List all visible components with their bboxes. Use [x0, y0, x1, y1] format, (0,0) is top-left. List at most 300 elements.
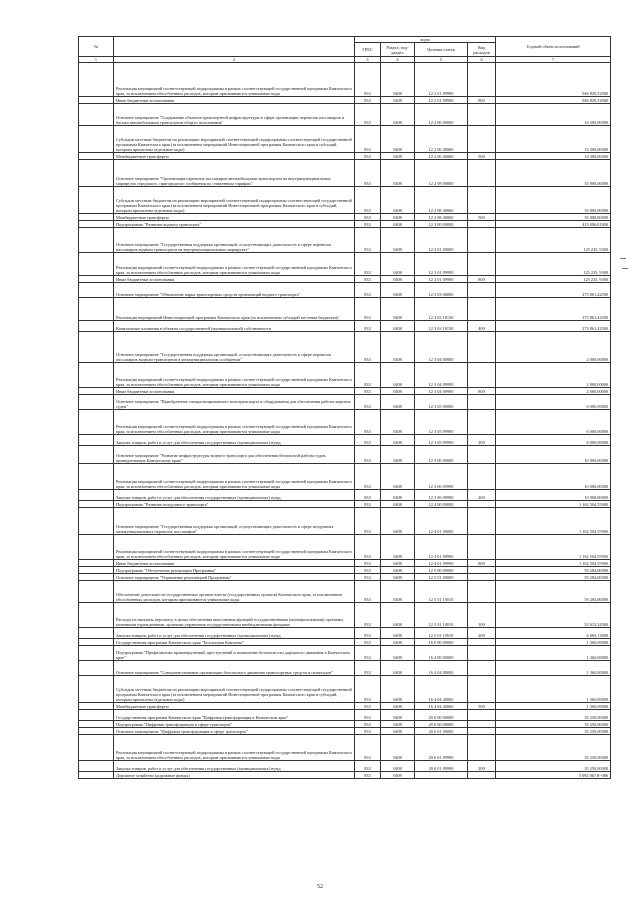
row-exp-type [468, 446, 496, 464]
row-name: Реализация мероприятий соответствующей подпрограммы в рамках соответствующей государственной программы Камчатского края, за исключением обособленных расходов, которым присваиваются уникальные коды [114, 253, 355, 276]
row-exp-type [468, 735, 496, 761]
row-target: 16 4 04 40060 [415, 703, 468, 710]
row-target: 12 3 00 00000 [415, 221, 468, 228]
row-grbs: 833 [355, 63, 381, 97]
row-section: 0408 [381, 153, 415, 160]
row-grbs: 833 [355, 508, 381, 535]
row-target: 12 3 03 00000 [415, 283, 468, 298]
row-number [79, 363, 114, 388]
row-target: 12 4 01 09990 [415, 535, 468, 560]
row-section: 0408 [381, 253, 415, 276]
row-name: Основное мероприятие "Содержание объектов транспортной инфраструктуры в сфере организации перевозок пассажиров и багажа автомобильным транспортом общего пользования" [114, 104, 355, 126]
row-name: Основное мероприятие "Цифровая трансформация в сфере транспорта" [114, 728, 355, 735]
row-amount: 273 861,42500 [496, 321, 611, 332]
row-amount: 125 235, 9300 [496, 276, 611, 283]
column-number: 4 [381, 57, 415, 63]
row-section: 0408 [381, 276, 415, 283]
table-row [79, 501, 611, 508]
row-number [79, 661, 114, 676]
row-section: 0408 [381, 676, 415, 703]
header-target: Целевая статья [415, 43, 468, 57]
row-amount: 1 162 504,55900 [496, 501, 611, 508]
row-section: 0408 [381, 501, 415, 508]
table-row [79, 160, 611, 187]
row-amount: 1 360,00000 [496, 703, 611, 710]
row-target: 12 3 03 10130 [415, 321, 468, 332]
row-target: 20 0 00 00000 [415, 710, 468, 721]
header-section: Раздел, под-раздел [381, 43, 415, 57]
row-grbs: 833 [355, 187, 381, 214]
row-exp-type [468, 363, 496, 388]
row-exp-type [468, 126, 496, 153]
table-row [79, 772, 611, 779]
row-name: Основное мероприятие "Обновление парка транспортных средств организаций водного транспорта" [114, 283, 355, 298]
row-name: Реализация мероприятий соответствующей подпрограммы в рамках соответствующей государственной программы Камчатского края, за исключением обособленных расходов, которым присваиваются уникальные коды [114, 63, 355, 97]
table-row [79, 221, 611, 228]
row-grbs: 833 [355, 501, 381, 508]
row-exp-type [468, 661, 496, 676]
row-exp-type [468, 501, 496, 508]
table-row [79, 104, 611, 126]
row-number [79, 761, 114, 772]
row-number [79, 676, 114, 703]
row-amount: 6 669,13000 [496, 628, 611, 639]
row-number [79, 501, 114, 508]
row-number [79, 574, 114, 581]
row-section: 0408 [381, 581, 415, 603]
row-name: Реализация мероприятий соответствующей подпрограммы в рамках соответствующей государственной программы Камчатского края, за исключением обособленных расходов, которым присваиваются уникальные коды [114, 735, 355, 761]
row-name: Субсидии местным бюджетам на реализацию мероприятий соответствующей подпрограммы соответствующей государственной программы Камчатского края (за исключением мероприятий Инвестиционной программы Камчатского края и субсидий, которым присвоены отдельные коды) [114, 676, 355, 703]
row-name: Реализация мероприятий соответствующей подпрограммы в рамках соответствующей государственной программы Камчатского края, за исключением обособленных расходов, которым присваиваются уникальные коды [114, 363, 355, 388]
table-row [79, 761, 611, 772]
row-name: Реализация мероприятий Инвестиционной программы Камчатского края (за исключением субсидий местным бюджетам) [114, 298, 355, 321]
row-section: 0408 [381, 603, 415, 628]
row-number [79, 435, 114, 446]
table-row [79, 603, 611, 628]
row-name: Закупка товаров, работ и услуг для обеспечения государственных (муниципальных) нужд [114, 435, 355, 446]
row-number [79, 728, 114, 735]
table-row [79, 639, 611, 646]
row-name: Иные бюджетные ассигнования [114, 97, 355, 104]
table-row [79, 535, 611, 560]
row-section: 0408 [381, 214, 415, 221]
row-section: 0408 [381, 104, 415, 126]
table-row [79, 508, 611, 535]
table-row [79, 187, 611, 214]
table-row [79, 276, 611, 283]
row-name: Закупка товаров, работ и услуг для обеспечения государственных (муниципальных) нужд [114, 628, 355, 639]
row-section: 0408 [381, 410, 415, 435]
row-exp-type [468, 160, 496, 187]
row-number [79, 464, 114, 490]
row-number [79, 388, 114, 395]
row-grbs: 833 [355, 603, 381, 628]
column-number: 7 [496, 57, 611, 63]
row-exp-type [468, 646, 496, 661]
row-grbs: 833 [355, 363, 381, 388]
row-number [79, 104, 114, 126]
row-target [415, 772, 468, 779]
row-amount: 2 000,00000 [496, 332, 611, 363]
row-target: 16 4 04 40060 [415, 676, 468, 703]
row-grbs: 833 [355, 298, 381, 321]
row-name: Закупка товаров, работ и услуг для обеспечения государственных (муниципальных) нужд [114, 761, 355, 772]
row-target: 12 3 01 09990 [415, 276, 468, 283]
row-section: 0408 [381, 363, 415, 388]
table-row [79, 388, 611, 395]
row-exp-type: 500 [468, 214, 496, 221]
row-target: 12 5 01 00000 [415, 574, 468, 581]
table-row [79, 446, 611, 464]
row-number [79, 253, 114, 276]
row-section: 0408 [381, 735, 415, 761]
row-target: 12 3 04 09990 [415, 363, 468, 388]
table-row [79, 63, 611, 97]
row-target: 12 2 06 40060 [415, 126, 468, 153]
row-target: 16 0 00 00000 [415, 639, 468, 646]
row-amount: 419 096,81800 [496, 221, 611, 228]
row-section: 0408 [381, 126, 415, 153]
row-name: Реализация мероприятий соответствующей подпрограммы в рамках соответствующей государственной программы Камчатского края, за исключением обособленных расходов, которым присваиваются уникальные коды [114, 464, 355, 490]
row-target: 12 5 01 10010 [415, 581, 468, 603]
row-name: Межбюджетные трансферты [114, 703, 355, 710]
header-codes: коды [355, 37, 496, 43]
row-amount: 35 000,00000 [496, 214, 611, 221]
row-grbs: 833 [355, 126, 381, 153]
table-row [79, 332, 611, 363]
row-grbs: 833 [355, 567, 381, 574]
row-target: 12 3 06 09990 [415, 464, 468, 490]
row-name: Государственная программа Камчатского края "Цифровая трансформация в Камчатском крае" [114, 710, 355, 721]
row-section: 0408 [381, 567, 415, 574]
table-row [79, 661, 611, 676]
row-target: 12 4 01 00000 [415, 508, 468, 535]
row-grbs: 833 [355, 581, 381, 603]
row-number [79, 298, 114, 321]
table-row [79, 721, 611, 728]
row-section: 0408 [381, 646, 415, 661]
header-num: № [79, 37, 114, 57]
row-grbs: 833 [355, 160, 381, 187]
row-number [79, 395, 114, 410]
row-exp-type [468, 221, 496, 228]
row-amount: 10 000,00000 [496, 464, 611, 490]
row-number [79, 710, 114, 721]
row-section: 0408 [381, 321, 415, 332]
row-target: 12 5 00 00000 [415, 567, 468, 574]
row-name: Реализация мероприятий соответствующей подпрограммы в рамках соответствующей государственной программы Камчатского края, за исключением обособленных расходов, которым присваиваются уникальные коды [114, 535, 355, 560]
row-target: 12 3 04 09990 [415, 388, 468, 395]
row-amount: 52 615,32000 [496, 603, 611, 628]
table-row [79, 153, 611, 160]
row-amount: 1 162 504,55900 [496, 535, 611, 560]
row-grbs: 833 [355, 221, 381, 228]
row-target: 20 6 01 00000 [415, 728, 468, 735]
row-section: 0408 [381, 490, 415, 501]
row-amount: 946 829,52900 [496, 97, 611, 104]
row-amount: 35 250,00000 [496, 735, 611, 761]
row-amount: 10 000,00000 [496, 446, 611, 464]
row-number [79, 283, 114, 298]
row-target: 12 2 08 40060 [415, 214, 468, 221]
row-section: 0408 [381, 639, 415, 646]
row-amount: 14 300,00000 [496, 126, 611, 153]
row-name: Основное мероприятие "Государственная поддержка организаций, осуществляющих деятельность в сфере перевозок пассажиров водным транспортом в межмуниципальном сообщении" [114, 332, 355, 363]
table-row [79, 490, 611, 501]
row-target: 12 5 01 10010 [415, 628, 468, 639]
row-amount: 2 000,00000 [496, 363, 611, 388]
header-grbs: ГРБС [355, 43, 381, 57]
row-exp-type [468, 581, 496, 603]
row-exp-type: 200 [468, 490, 496, 501]
row-grbs: 833 [355, 721, 381, 728]
row-target: 12 3 01 00000 [415, 228, 468, 253]
row-target: 12 3 03 10130 [415, 298, 468, 321]
row-grbs: 833 [355, 388, 381, 395]
row-amount: 946 829,52900 [496, 63, 611, 97]
row-amount: 125 235, 9300 [496, 228, 611, 253]
row-number [79, 735, 114, 761]
margin-mark [620, 258, 626, 259]
row-name: Межбюджетные трансферты [114, 214, 355, 221]
row-name: Дорожное хозяйство (дорожные фонды) [114, 772, 355, 779]
row-section: 0408 [381, 703, 415, 710]
row-grbs: 833 [355, 661, 381, 676]
header-exp-type: Вид расходов [468, 43, 496, 57]
row-exp-type [468, 772, 496, 779]
row-amount: 273 861,42500 [496, 283, 611, 298]
row-section: 0408 [381, 464, 415, 490]
row-name: Государственная программа Камчатского края "Безопасная Камчатка" [114, 639, 355, 646]
row-grbs: 833 [355, 104, 381, 126]
row-name: Основное мероприятие "Совершенствование организации безопасного движения транспортных средств и пешеходов" [114, 661, 355, 676]
row-grbs: 833 [355, 410, 381, 435]
table-row [79, 628, 611, 639]
row-number [79, 508, 114, 535]
row-number [79, 446, 114, 464]
row-number [79, 628, 114, 639]
row-exp-type [468, 508, 496, 535]
row-name: Основное мероприятие "Приобретение специализированного мототранспорта и оборудования для обеспечения работы морских судов" [114, 395, 355, 410]
row-name: Иные бюджетные ассигнования [114, 388, 355, 395]
table-row [79, 560, 611, 567]
row-target: 12 3 05 09990 [415, 410, 468, 435]
row-section: 0408 [381, 628, 415, 639]
table-row [79, 298, 611, 321]
table-row [79, 735, 611, 761]
table-row [79, 321, 611, 332]
row-section: 0408 [381, 661, 415, 676]
row-amount: 1 162 504,55900 [496, 508, 611, 535]
row-exp-type: 400 [468, 321, 496, 332]
row-exp-type [468, 332, 496, 363]
row-exp-type [468, 464, 496, 490]
row-name: Иные бюджетные ассигнования [114, 560, 355, 567]
row-number [79, 535, 114, 560]
row-number [79, 567, 114, 574]
row-section: 0408 [381, 560, 415, 567]
row-target: 12 2 06 00000 [415, 104, 468, 126]
row-section: 0408 [381, 388, 415, 395]
row-grbs: 833 [355, 153, 381, 160]
row-exp-type [468, 721, 496, 728]
row-exp-type [468, 63, 496, 97]
row-exp-type [468, 410, 496, 435]
column-number: 1 [79, 57, 114, 63]
row-number [79, 646, 114, 661]
row-target: 16 4 04 00000 [415, 661, 468, 676]
row-number [79, 721, 114, 728]
row-grbs: 833 [355, 253, 381, 276]
row-grbs: 833 [355, 446, 381, 464]
row-name: Иные бюджетные ассигнования [114, 276, 355, 283]
header-name [114, 37, 355, 57]
row-section: 0408 [381, 721, 415, 728]
row-name: Подпрограмма "Цифровая трансформация в сфере транспорта" [114, 721, 355, 728]
row-grbs: 833 [355, 214, 381, 221]
row-amount: 35 250,00000 [496, 721, 611, 728]
row-number [79, 221, 114, 228]
row-section: 0408 [381, 761, 415, 772]
table-row [79, 567, 611, 574]
row-exp-type [468, 574, 496, 581]
row-target: 12 2 06 40060 [415, 153, 468, 160]
row-target: 12 2 01 09990 [415, 97, 468, 104]
row-grbs: 833 [355, 490, 381, 501]
table-row [79, 464, 611, 490]
row-name: Основное мероприятие "Государственная поддержка организаций, осуществляющих деятельность в сфере воздушных межмуниципальных перевозок пассажиров" [114, 508, 355, 535]
row-exp-type [468, 710, 496, 721]
row-target: 12 2 08 40060 [415, 187, 468, 214]
table-row [79, 395, 611, 410]
row-exp-type [468, 187, 496, 214]
row-grbs: 833 [355, 535, 381, 560]
row-grbs: 833 [355, 710, 381, 721]
row-section: 0408 [381, 332, 415, 363]
row-number [79, 160, 114, 187]
row-target: 12 2 08 00000 [415, 160, 468, 187]
row-exp-type [468, 395, 496, 410]
row-exp-type [468, 253, 496, 276]
row-number [79, 63, 114, 97]
row-exp-type: 800 [468, 276, 496, 283]
row-name: Капитальные вложения в объекты государственной (муниципальной) собственности [114, 321, 355, 332]
table-row [79, 228, 611, 253]
row-exp-type: 800 [468, 97, 496, 104]
row-target: 12 4 00 00000 [415, 501, 468, 508]
row-number [79, 581, 114, 603]
row-exp-type: 500 [468, 153, 496, 160]
row-section: 0408 [381, 187, 415, 214]
row-amount: 59 284,00000 [496, 567, 611, 574]
row-number [79, 153, 114, 160]
row-exp-type [468, 104, 496, 126]
row-amount: 273 861,42500 [496, 298, 611, 321]
row-number [79, 276, 114, 283]
row-amount: 35 250,00000 [496, 728, 611, 735]
row-name: Подпрограмма "Развитие водного транспорта" [114, 221, 355, 228]
row-section: 0408 [381, 710, 415, 721]
row-grbs: 833 [355, 628, 381, 639]
header-row-1 [79, 37, 611, 43]
table-row [79, 676, 611, 703]
row-amount: 1 360,00000 [496, 646, 611, 661]
row-exp-type: 800 [468, 388, 496, 395]
row-grbs: 833 [355, 395, 381, 410]
row-amount: 1 162 504,55900 [496, 560, 611, 567]
row-name: Обеспечение деятельности государственных органов власти (государственных органов) Камчатского края, за исключением обособленных расходов, которым присваиваются уникальные коды [114, 581, 355, 603]
row-amount: 6 000,00000 [496, 410, 611, 435]
row-target: 12 2 01 09990 [415, 63, 468, 97]
row-number [79, 332, 114, 363]
row-amount: 10 000,00000 [496, 490, 611, 501]
row-exp-type [468, 535, 496, 560]
row-exp-type [468, 283, 496, 298]
row-number [79, 97, 114, 104]
row-number [79, 703, 114, 710]
row-target: 16 4 00 00000 [415, 646, 468, 661]
row-amount: 125 235, 9300 [496, 253, 611, 276]
table-row [79, 410, 611, 435]
row-grbs: 833 [355, 97, 381, 104]
row-section: 0408 [381, 508, 415, 535]
row-exp-type: 200 [468, 435, 496, 446]
row-section: 0408 [381, 574, 415, 581]
table-row [79, 574, 611, 581]
row-target: 12 3 01 09990 [415, 253, 468, 276]
row-exp-type [468, 228, 496, 253]
row-exp-type [468, 298, 496, 321]
table-row [79, 728, 611, 735]
row-grbs: 833 [355, 639, 381, 646]
row-name: Субсидии местным бюджетам на реализацию мероприятий соответствующей подпрограммы соответствующей государственной программы Камчатского края (за исключением мероприятий Инвестиционной программы Камчатского края и субсидий, которым присвоены отдельные коды) [114, 126, 355, 153]
table-row [79, 363, 611, 388]
row-grbs: 833 [355, 321, 381, 332]
row-amount: 14 300,00000 [496, 104, 611, 126]
table-row [79, 214, 611, 221]
row-grbs: 833 [355, 772, 381, 779]
row-grbs: 833 [355, 276, 381, 283]
row-name: Закупка товаров, работ и услуг для обеспечения государственных (муниципальных) нужд [114, 490, 355, 501]
row-target: 20 6 00 00000 [415, 721, 468, 728]
row-amount: 35 000,00000 [496, 187, 611, 214]
row-name: Реализация мероприятий соответствующей подпрограммы в рамках соответствующей государственной программы Камчатского края, за исключением обособленных расходов, которым присваиваются уникальные коды [114, 410, 355, 435]
row-number [79, 321, 114, 332]
row-section: 0408 [381, 63, 415, 97]
table-row [79, 646, 611, 661]
row-number [79, 639, 114, 646]
row-amount: 6 000,00000 [496, 435, 611, 446]
row-amount: 59 284,00000 [496, 574, 611, 581]
row-section: 0408 [381, 228, 415, 253]
page-number: 52 [317, 884, 323, 890]
row-number [79, 187, 114, 214]
row-amount: 59 284,00000 [496, 581, 611, 603]
row-grbs: 833 [355, 283, 381, 298]
row-grbs: 833 [355, 735, 381, 761]
budget-allocation-table [78, 36, 611, 779]
row-exp-type: 100 [468, 603, 496, 628]
row-name: Межбюджетные трансферты [114, 153, 355, 160]
row-name: Основное мероприятие "Государственная поддержка организаций, осуществляющих деятельность в сфере перевозок пассажиров водным транспортом на внутримуниципальных маршрутах" [114, 228, 355, 253]
row-grbs: 833 [355, 228, 381, 253]
row-target: 12 3 05 09990 [415, 435, 468, 446]
row-number [79, 228, 114, 253]
row-number [79, 603, 114, 628]
table-row [79, 435, 611, 446]
row-target: 12 3 05 00000 [415, 395, 468, 410]
column-number: 6 [468, 57, 496, 63]
